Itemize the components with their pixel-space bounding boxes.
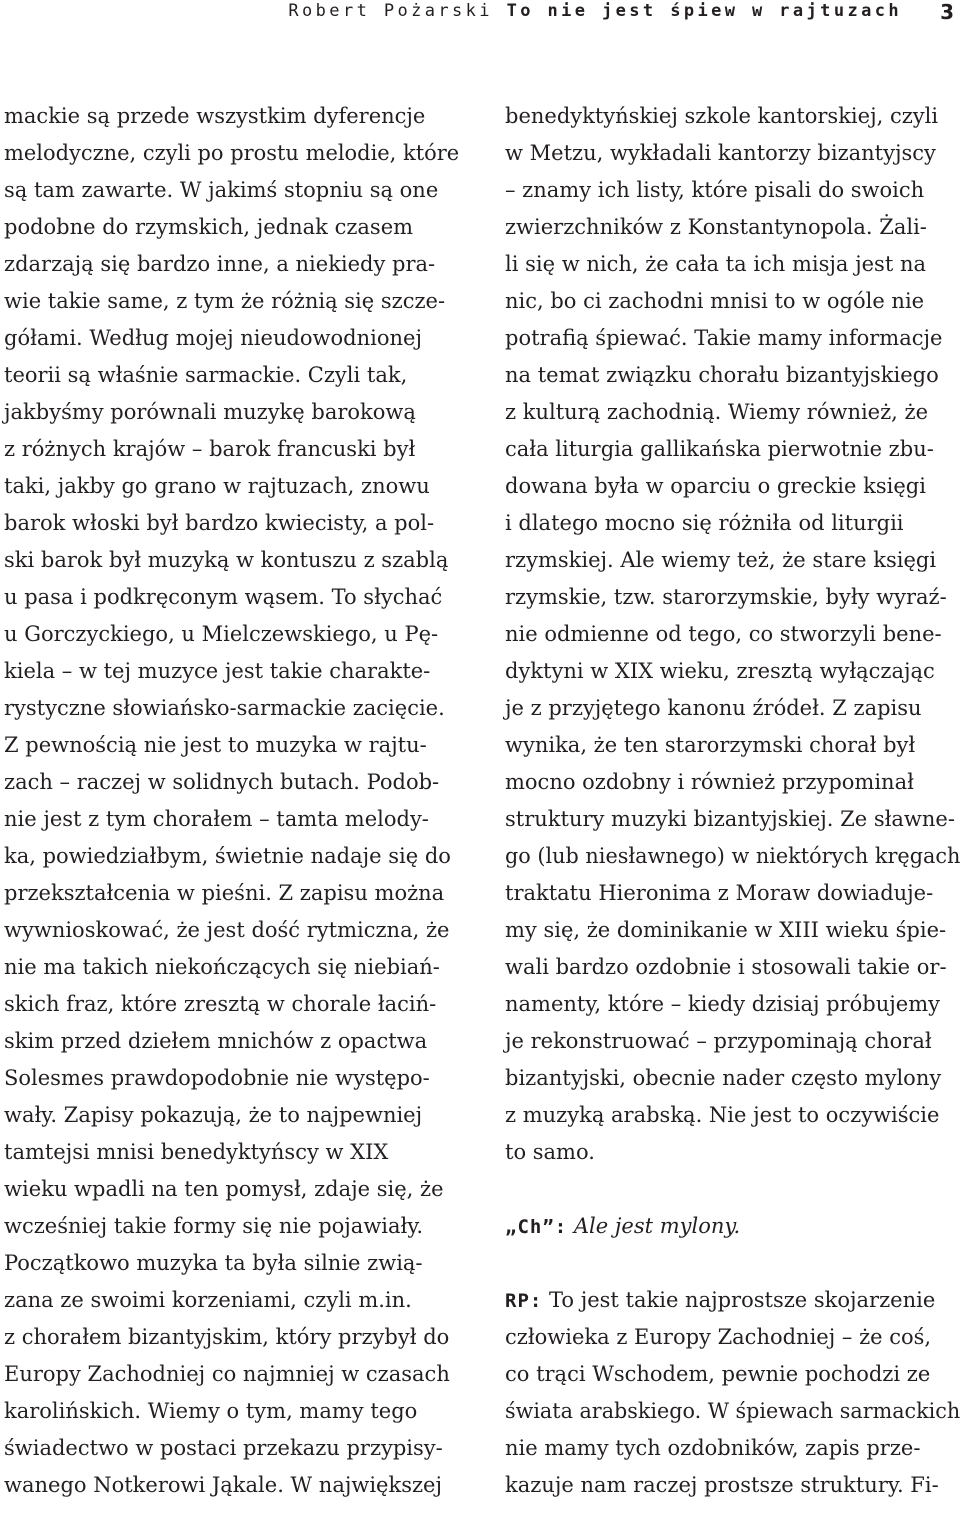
left-column-line-22: przekształcenia w pieśni. Z zapisu można [4, 881, 445, 905]
right-column-line-2: w Metzu, wykładali kantorzy bizantyjscy [505, 141, 936, 165]
right-column-line-12: i dlatego mocno się różniła od liturgii [505, 511, 904, 535]
right-column-line-1: benedyktyńskiej szkole kantorskiej, czyli [505, 104, 939, 128]
left-column-line-4: podobne do rzymskich, jednak czasem [4, 215, 414, 239]
left-column-line-2: melodyczne, czyli po prostu melodie, które [4, 141, 460, 165]
paragraph-gap [505, 1245, 960, 1282]
right-column-line-22: traktatu Hieronima z Moraw dowiaduje- [505, 881, 934, 905]
left-column-line-36: karolińskich. Wiemy o tym, mamy tego [4, 1399, 418, 1423]
left-column-line-34: z chorałem bizantyjskim, który przybył do [4, 1325, 450, 1349]
speaker-label-ch: „Ch”: [505, 1216, 568, 1238]
left-column-line-13: ski barok był muzyką w kontuszu z szablą [4, 548, 449, 572]
right-column-line-23: my się, że dominikanie w XIII wieku śpie- [505, 918, 947, 942]
right-column-line-4: zwierzchników z Konstantynopola. Żali- [505, 215, 927, 239]
right-column-line-24: wali bardzo ozdobnie i stosowali takie or- [505, 955, 947, 979]
right-column-line-26: je rekonstruować – przypominają chorał [505, 1029, 932, 1053]
right-column-line-27: bizantyjski, obecnie nader często mylony [505, 1066, 942, 1090]
right-column-line-17: je z przyjętego kanonu źródeł. Z zapisu [505, 696, 922, 720]
right-column-line-29: to samo. [505, 1140, 595, 1164]
left-column-line-17: rystyczne słowiańsko-sarmackie zacięcie. [4, 696, 445, 720]
running-header [0, 0, 960, 28]
right-column-line-10: cała liturgia gallikańska pierwotnie zbu- [505, 437, 934, 461]
left-column-line-15: u Gorczyckiego, u Mielczewskiego, u Pę- [4, 622, 439, 646]
right-column-line-18: wynika, że ten starorzymski chorał był [505, 733, 916, 757]
page-number: 3 [940, 0, 954, 24]
question-line [505, 1208, 960, 1245]
right-column-line-11: dowana była w oparciu o greckie księgi [505, 474, 926, 498]
answer-line-2: co trąci Wschodem, pewnie pochodzi ze [505, 1362, 931, 1386]
left-column-line-14: u pasa i podkręconym wąsem. To słychać [4, 585, 443, 609]
answer-line-5: kazuje nam raczej prostsze struktury. Fi- [505, 1473, 939, 1497]
left-column-line-26: skim przed dziełem mnichów z opactwa [4, 1029, 428, 1053]
left-column-line-38: wanego Notkerowi Jąkale. W największej [4, 1473, 442, 1497]
left-column-line-7: gółami. Według mojej nieudowodnionej [4, 326, 422, 350]
left-column-line-3: są tam zawarte. W jakimś stopniu są one [4, 178, 439, 202]
left-column-line-35: Europy Zachodniej co najmniej w czasach [4, 1362, 450, 1386]
answer-first-line-text: To jest takie najprostsze skojarzenie [549, 1288, 936, 1312]
answer-line-4: nie mamy tych ozdobników, zapis prze- [505, 1436, 921, 1460]
left-column-line-28: wały. Zapisy pokazują, że to najpewniej [4, 1103, 423, 1127]
answer-line-1: człowieka z Europy Zachodniej – że coś, [505, 1325, 932, 1349]
right-column-line-28: z muzyką arabską. Nie jest to oczywiście [505, 1103, 940, 1127]
answer-body [505, 1319, 960, 1504]
right-column-line-15: nie odmienne od tego, co stworzyli bene- [505, 622, 942, 646]
left-column-line-6: wie takie same, z tym że różnią się szcze- [4, 289, 446, 313]
left-column-line-16: kiela – w tej muzyce jest takie charakte- [4, 659, 431, 683]
right-column-line-21: go (lub niesławnego) w niektórych kręgach [505, 844, 960, 868]
answer-line-3: świata arabskiego. W śpiewach sarmackich [505, 1399, 960, 1423]
left-column-line-21: ka, powiedziałbym, świetnie nadaje się do [4, 844, 451, 868]
right-column-line-20: struktury muzyki bizantyjskiej. Ze sławne- [505, 807, 955, 831]
left-column-line-18: Z pewnością nie jest to muzyka w rajtu- [4, 733, 427, 757]
paragraph-gap [505, 1171, 960, 1208]
left-column-line-25: skich fraz, które zresztą w chorale łaciń- [4, 992, 437, 1016]
left-column-line-1: mackie są przede wszystkim dyferencje [4, 104, 426, 128]
right-column-body [505, 98, 960, 1171]
right-column-line-13: rzymskiej. Ale wiemy też, że stare księgi [505, 548, 937, 572]
speaker-label-rp: RP: [505, 1290, 543, 1312]
right-column-line-7: potrafią śpiewać. Takie mamy informacje [505, 326, 943, 350]
right-column-line-9: z kulturą zachodnią. Wiemy również, że [505, 400, 929, 424]
left-column-line-33: zana ze swoimi korzeniami, czyli m.in. [4, 1288, 412, 1312]
left-column-line-29: tamtejsi mnisi benedyktyńscy w XIX [4, 1140, 389, 1164]
left-column-line-32: Początkowo muzyka ta była silnie zwią- [4, 1251, 423, 1275]
left-column-line-37: świadectwo w postaci przekazu przypisy- [4, 1436, 443, 1460]
answer-first-line [505, 1282, 960, 1319]
left-column-line-27: Solesmes prawdopodobnie nie występo- [4, 1066, 430, 1090]
left-column-line-20: nie jest z tym chorałem – tamta melody- [4, 807, 429, 831]
left-column-line-9: jakbyśmy porównali muzykę barokową [4, 400, 416, 424]
right-column-line-25: namenty, które – kiedy dzisiaj próbujemy [505, 992, 940, 1016]
left-column-line-30: wieku wpadli na ten pomysł, zdaje się, że [4, 1177, 444, 1201]
left-column-line-5: zdarzają się bardzo inne, a niekiedy pra- [4, 252, 436, 276]
left-column-line-10: z różnych krajów – barok francuski był [4, 437, 416, 461]
question-text: Ale jest mylony. [573, 1214, 741, 1238]
right-column [505, 98, 960, 1504]
left-column-line-11: taki, jakby go grano w rajtuzach, znowu [4, 474, 430, 498]
left-column-line-24: nie ma takich niekończących się niebiań- [4, 955, 440, 979]
right-column-line-16: dyktyni w XIX wieku, zresztą wyłączając [505, 659, 935, 683]
right-column-line-6: nic, bo ci zachodni mnisi to w ogóle nie [505, 289, 925, 313]
left-column-line-31: wcześniej takie formy się nie pojawiały. [4, 1214, 424, 1238]
left-column-line-23: wywnioskować, że jest dość rytmiczna, że [4, 918, 450, 942]
right-column-line-8: na temat związku chorału bizantyjskiego [505, 363, 939, 387]
left-column-line-12: barok włoski był bardzo kwiecisty, a pol- [4, 511, 435, 535]
right-column-line-3: – znamy ich listy, które pisali do swoich [505, 178, 925, 202]
left-column [4, 98, 459, 1504]
header-author: Robert Pożarski [288, 1, 493, 21]
header-text [288, 1, 902, 21]
right-column-line-14: rzymskie, tzw. starorzymskie, były wyraź- [505, 585, 947, 609]
left-column-line-19: zach – raczej w solidnych butach. Podob- [4, 770, 440, 794]
right-column-line-19: mocno ozdobny i również przypominał [505, 770, 914, 794]
left-column-line-8: teorii są właśnie sarmackie. Czyli tak, [4, 363, 408, 387]
right-column-line-5: li się w nich, że cała ta ich misja jest na [505, 252, 926, 276]
header-title: To nie jest śpiew w rajtuzach [506, 1, 902, 21]
